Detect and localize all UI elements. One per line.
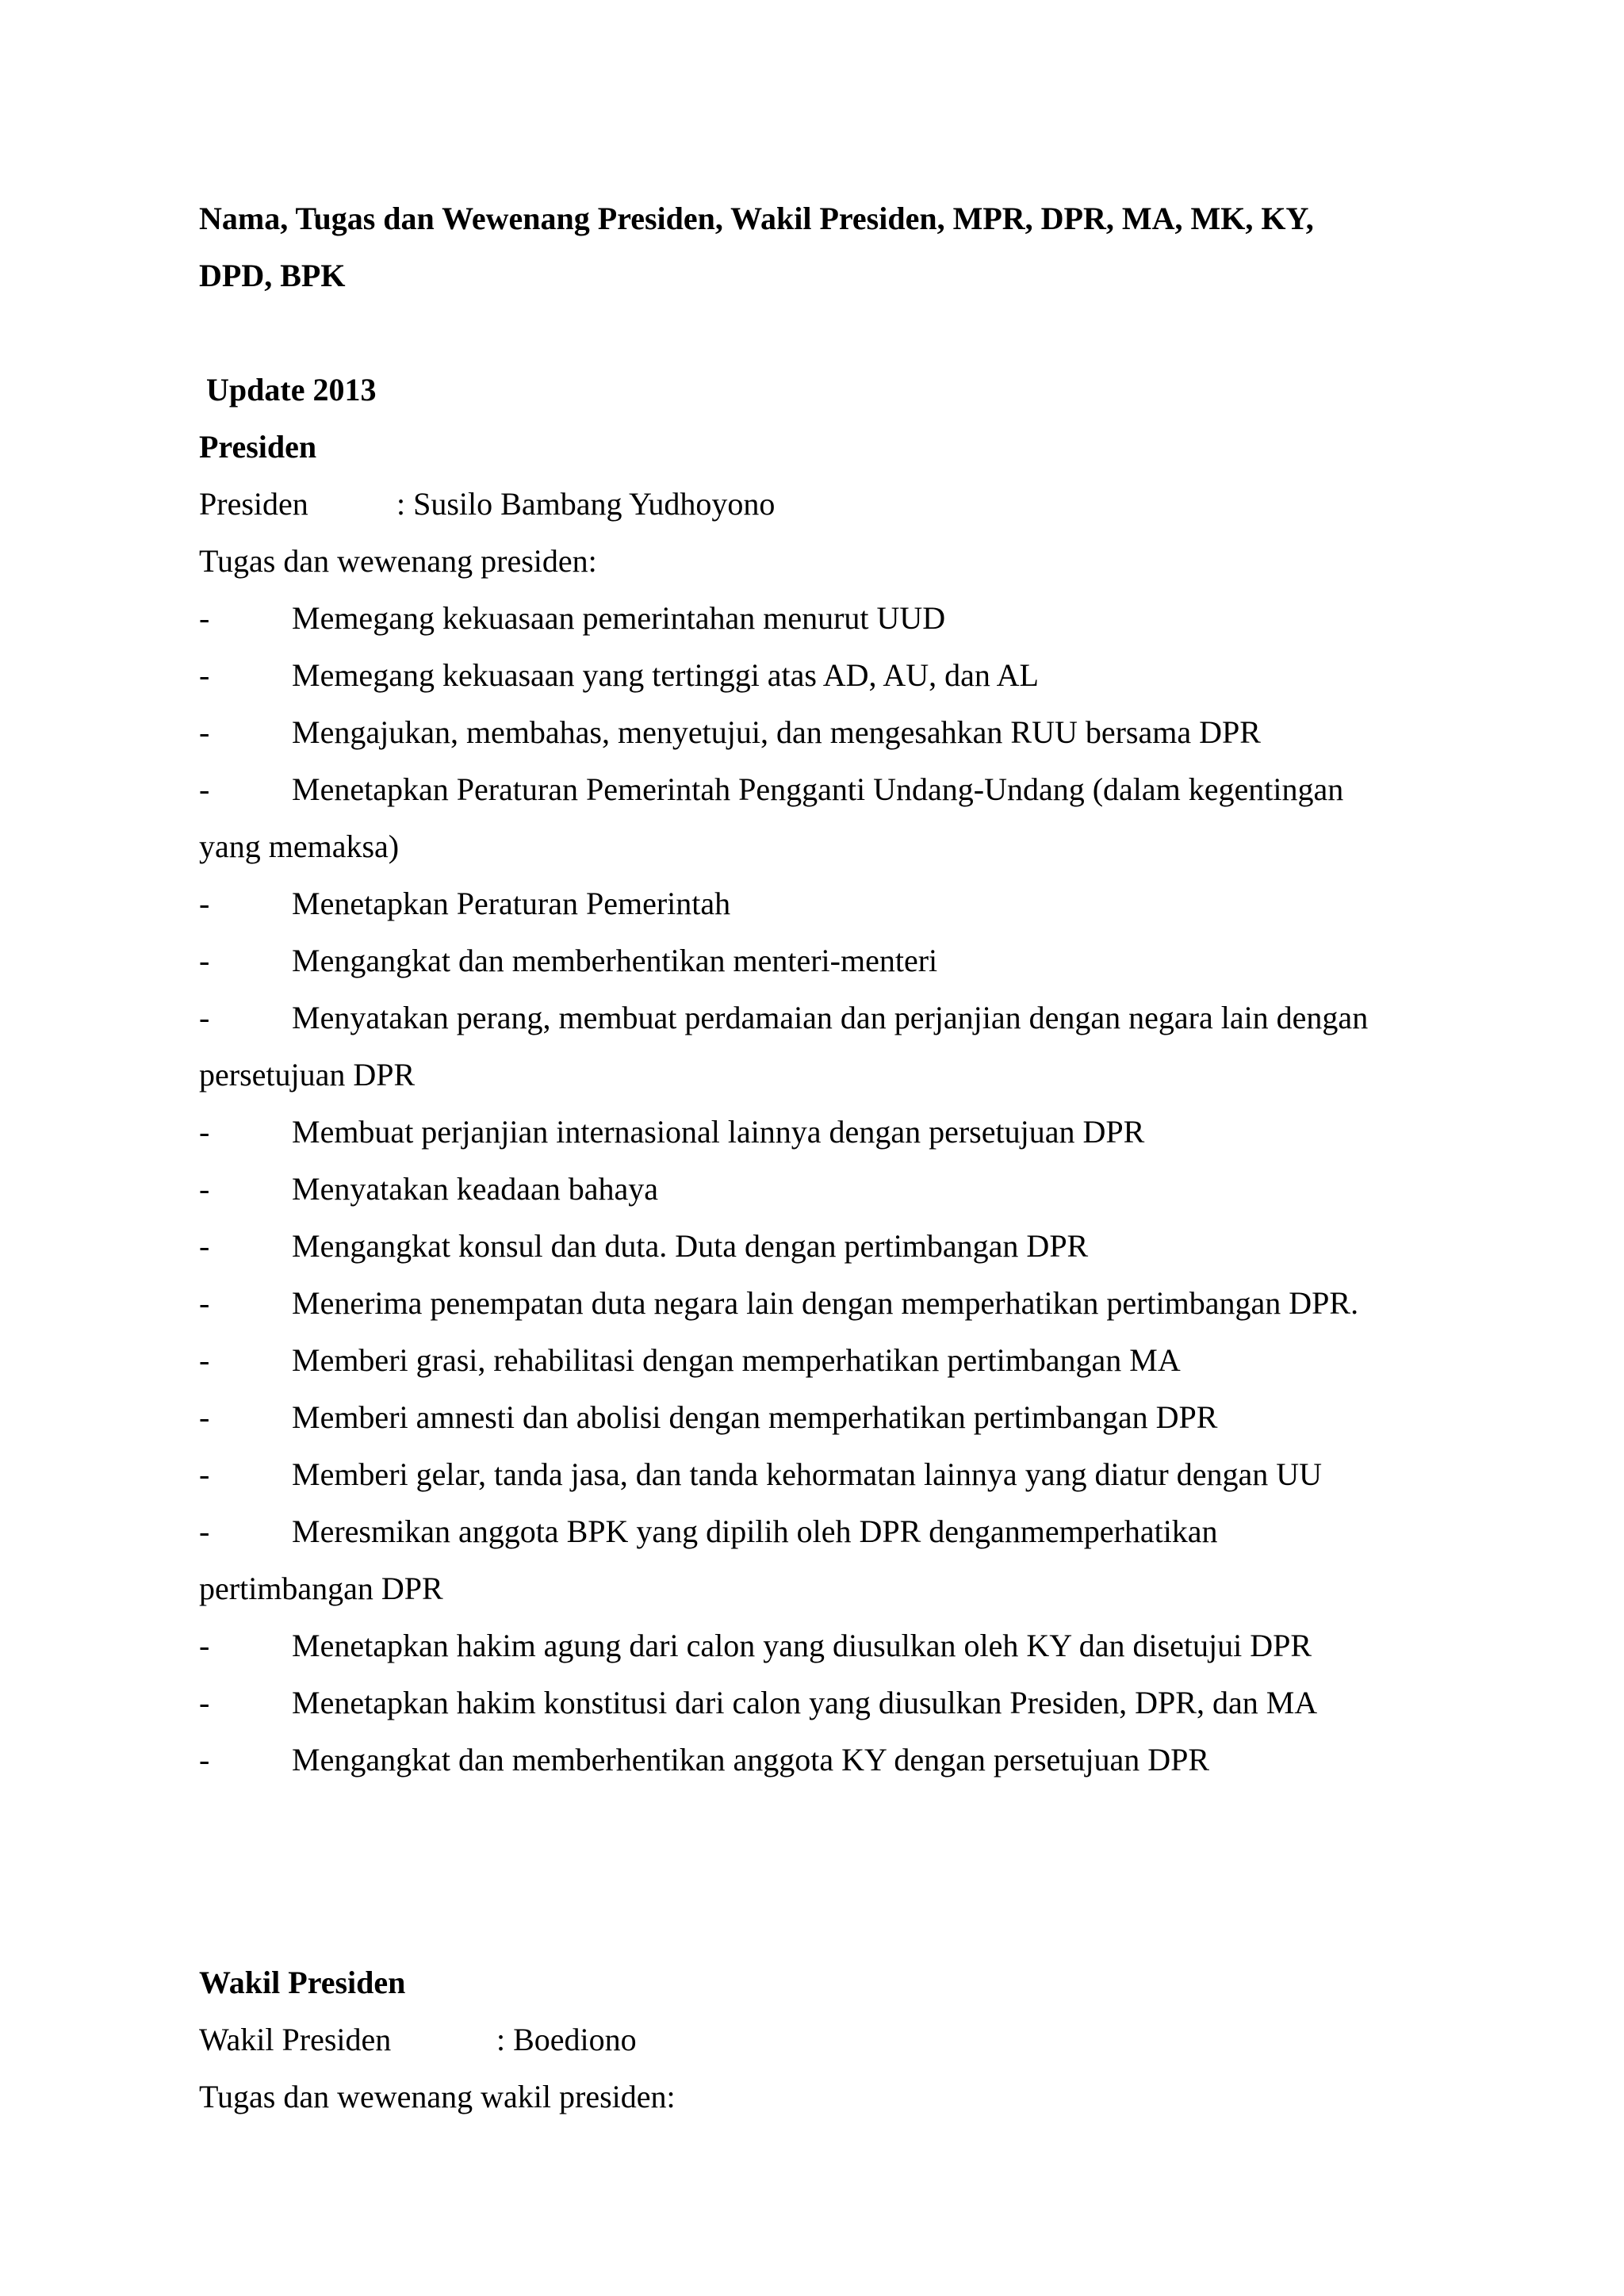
list-bullet-dash: - (199, 1114, 210, 1150)
list-bullet-dash: - (199, 1342, 210, 1378)
list-item-continuation: yang memaksa) (199, 828, 400, 864)
list-item (199, 1161, 1436, 1218)
list-item-line (199, 1275, 1436, 1332)
list-item (199, 1275, 1436, 1332)
list-item-text: Meresmikan anggota BPK yang dipilih oleh DPR denganmemperhatikan (292, 1513, 1218, 1549)
list-item-continuation: pertimbangan DPR (199, 1571, 443, 1606)
list-item (199, 989, 1436, 1104)
presiden-value: : Susilo Bambang Yudhoyono (396, 486, 776, 522)
list-item-line (199, 1617, 1436, 1674)
list-item (199, 704, 1436, 761)
wakil-value: : Boediono (496, 2022, 637, 2057)
list-item (199, 1218, 1436, 1275)
list-item (199, 1732, 1436, 1789)
list-item-text: Memegang kekuasaan pemerintahan menurut UUD (292, 600, 946, 636)
list-item (199, 1503, 1436, 1617)
list-item-line (199, 1218, 1436, 1275)
presiden-section (199, 476, 1436, 1789)
list-item (199, 1674, 1436, 1732)
presiden-tasks-intro: Tugas dan wewenang presiden: (199, 543, 597, 579)
wakil-tasks-intro: Tugas dan wewenang wakil presiden: (199, 2079, 676, 2114)
list-item-text: Memberi gelar, tanda jasa, dan tanda kehormatan lainnya yang diatur dengan UU (292, 1456, 1323, 1492)
list-item-line (199, 1503, 1436, 1560)
list-bullet-dash: - (199, 1228, 210, 1264)
list-item (199, 647, 1436, 704)
list-item-text: Memegang kekuasaan yang tertinggi atas AD, AU, dan AL (292, 657, 1039, 693)
list-item-text: Mengangkat dan memberhentikan anggota KY dengan persetujuan DPR (292, 1742, 1210, 1777)
list-item-line (199, 989, 1436, 1047)
presiden-label: Presiden (199, 486, 308, 522)
list-item-text: Mengangkat konsul dan duta. Duta dengan pertimbangan DPR (292, 1228, 1089, 1264)
list-item-text: Mengangkat dan memberhentikan menteri-menteri (292, 943, 938, 978)
list-item (199, 1446, 1436, 1503)
list-item-line (199, 1674, 1436, 1732)
list-item-text: Membuat perjanjian internasional lainnya dengan persetujuan DPR (292, 1114, 1145, 1150)
list-item (199, 1617, 1436, 1674)
list-item (199, 1332, 1436, 1389)
list-item-text: Menetapkan Peraturan Pemerintah Pengganti Undang-Undang (dalam kegentingan (292, 771, 1344, 807)
title-line-1: Nama, Tugas dan Wewenang Presiden, Wakil Presiden, MPR, DPR, MA, MK, KY, (199, 201, 1314, 236)
list-item-line (199, 1332, 1436, 1389)
list-bullet-dash: - (199, 886, 210, 921)
list-item-line (199, 1732, 1436, 1789)
presiden-heading: Presiden (199, 429, 317, 465)
list-bullet-dash: - (199, 1000, 210, 1035)
list-item-line (199, 704, 1436, 761)
list-item (199, 1389, 1436, 1446)
list-bullet-dash: - (199, 1685, 210, 1720)
list-item-line (199, 932, 1436, 989)
list-item (199, 590, 1436, 647)
wakil-heading: Wakil Presiden (199, 1965, 406, 2000)
list-item-text: Menerima penempatan duta negara lain dengan memperhatikan pertimbangan DPR. (292, 1285, 1359, 1321)
list-item (199, 875, 1436, 932)
list-item-text: Memberi grasi, rehabilitasi dengan memperhatikan pertimbangan MA (292, 1342, 1181, 1378)
list-item-text: Menetapkan Peraturan Pemerintah (292, 886, 731, 921)
list-bullet-dash: - (199, 600, 210, 636)
list-item-text: Menetapkan hakim konstitusi dari calon yang diusulkan Presiden, DPR, dan MA (292, 1685, 1318, 1720)
wakil-name-row (199, 2011, 1436, 2068)
list-item-line (199, 1161, 1436, 1218)
list-bullet-dash: - (199, 1742, 210, 1777)
title-line-2: DPD, BPK (199, 258, 346, 293)
list-item-line (199, 761, 1436, 818)
wakil-label: Wakil Presiden (199, 2022, 392, 2057)
list-item-continuation: persetujuan DPR (199, 1057, 416, 1093)
list-item-text: Menyatakan keadaan bahaya (292, 1171, 658, 1207)
list-bullet-dash: - (199, 943, 210, 978)
presiden-name-row (199, 476, 1436, 533)
document-title (199, 190, 1436, 304)
update-label: Update 2013 (206, 372, 377, 408)
list-item (199, 761, 1436, 875)
list-item-line (199, 647, 1436, 704)
list-bullet-dash: - (199, 1628, 210, 1663)
list-item-text: Mengajukan, membahas, menyetujui, dan mengesahkan RUU bersama DPR (292, 714, 1261, 750)
list-item-line (199, 1446, 1436, 1503)
list-item (199, 1104, 1436, 1161)
list-item-line (199, 875, 1436, 932)
presiden-task-list (199, 590, 1436, 1789)
list-item-text: Memberi amnesti dan abolisi dengan memperhatikan pertimbangan DPR (292, 1399, 1218, 1435)
list-bullet-dash: - (199, 1285, 210, 1321)
list-item-line (199, 1104, 1436, 1161)
list-bullet-dash: - (199, 657, 210, 693)
list-bullet-dash: - (199, 1171, 210, 1207)
list-bullet-dash: - (199, 771, 210, 807)
list-item (199, 932, 1436, 989)
list-bullet-dash: - (199, 1456, 210, 1492)
list-bullet-dash: - (199, 1399, 210, 1435)
list-item-text: Menyatakan perang, membuat perdamaian dan perjanjian dengan negara lain dengan (292, 1000, 1369, 1035)
list-bullet-dash: - (199, 1513, 210, 1549)
list-item-line (199, 1389, 1436, 1446)
wakil-section (199, 2011, 1436, 2126)
list-item-text: Menetapkan hakim agung dari calon yang diusulkan oleh KY dan disetujui DPR (292, 1628, 1312, 1663)
list-bullet-dash: - (199, 714, 210, 750)
list-item-line (199, 590, 1436, 647)
